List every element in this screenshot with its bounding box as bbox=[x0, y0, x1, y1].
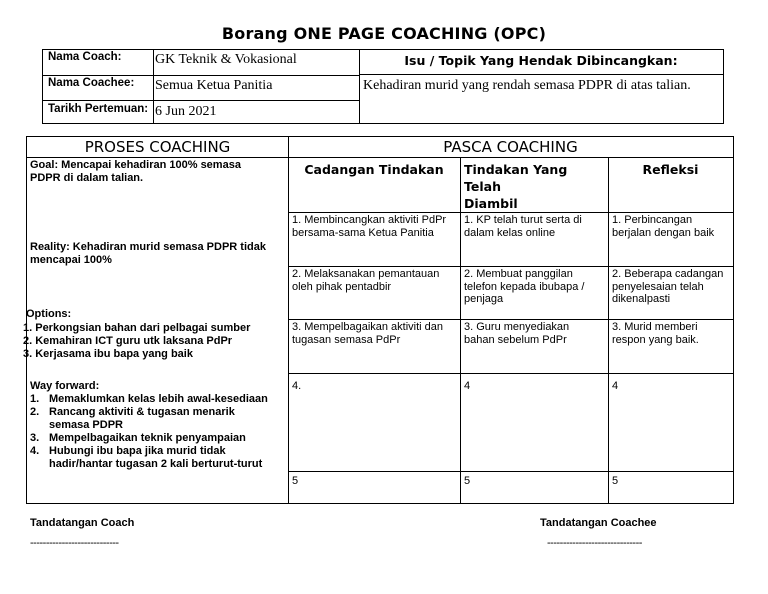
divider bbox=[288, 471, 733, 472]
list-item: 4. Hubungi ibu bapa jika murid tidak hadir/hantar tugasan 2 kali berturut-turut bbox=[30, 445, 263, 470]
coachee-signature-line: ------------------------------ bbox=[547, 537, 642, 549]
refleksi-cell-1: 1. Perbincangan berjalan dengan baik bbox=[612, 214, 715, 239]
divider bbox=[27, 157, 733, 158]
tindakan-cell-4: 4 bbox=[464, 380, 471, 392]
coaching-table bbox=[23, 136, 734, 504]
tindakan-cell-1: 1. KP telah turut serta di dalam kelas online bbox=[464, 214, 582, 239]
tindakan-cell-5: 5 bbox=[464, 475, 471, 487]
list-item: 1. Memaklumkan kelas lebih awal-kesediaan bbox=[30, 393, 268, 405]
reality-text: Reality: Kehadiran murid semasa PDPR tidak mencapai 100% bbox=[30, 241, 266, 266]
tindakan-cell-2: 2. Membuat panggilan telefon kepada ibubapa / penjaga bbox=[464, 268, 585, 305]
cadangan-cell-5: 5 bbox=[292, 475, 299, 487]
coach-value: GK Teknik & Vokasional bbox=[155, 52, 297, 67]
divider bbox=[460, 158, 461, 503]
divider bbox=[43, 75, 359, 76]
refleksi-cell-3: 3. Murid memberi respon yang baik. bbox=[612, 321, 699, 346]
col-cadangan-heading: Cadangan Tindakan bbox=[304, 162, 444, 177]
cadangan-cell-1: 1. Membincangkan aktiviti PdPr bersama-sama Ketua Panitia bbox=[292, 214, 447, 239]
pasca-heading: PASCA COACHING bbox=[443, 138, 578, 156]
header-info-table bbox=[42, 49, 724, 124]
col-refleksi-heading: Refleksi bbox=[642, 162, 699, 177]
tindakan-cell-3: 3. Guru menyediakan bahan sebelum PdPr bbox=[464, 321, 570, 346]
coach-signature-line: ---------------------------- bbox=[30, 537, 119, 549]
divider bbox=[153, 50, 154, 123]
divider bbox=[608, 158, 609, 503]
divider bbox=[288, 319, 733, 320]
wayforward-list bbox=[30, 393, 286, 471]
divider bbox=[288, 137, 289, 503]
refleksi-cell-5: 5 bbox=[612, 475, 619, 487]
divider bbox=[288, 212, 733, 213]
issue-value: Kehadiran murid yang rendah semasa PDPR di atas talian. bbox=[363, 78, 691, 93]
list-item: 3. Mempelbagaikan teknik penyampaian bbox=[30, 432, 246, 444]
list-item: 2. Rancang aktiviti & tugasan menarik semasa PDPR bbox=[30, 406, 235, 431]
form-title: Borang ONE PAGE COACHING (OPC) bbox=[221, 24, 547, 43]
coach-label: Nama Coach: bbox=[48, 51, 122, 63]
refleksi-cell-4: 4 bbox=[612, 380, 619, 392]
options-label: Options: bbox=[26, 308, 72, 320]
coachee-value: Semua Ketua Panitia bbox=[155, 78, 273, 93]
proses-heading: PROSES COACHING bbox=[84, 138, 231, 156]
cadangan-cell-4: 4. bbox=[292, 380, 302, 392]
divider bbox=[288, 373, 733, 374]
coach-signature-label: Tandatangan Coach bbox=[30, 517, 135, 529]
issue-label: Isu / Topik Yang Hendak Dibincangkan: bbox=[404, 53, 678, 68]
wayforward-label: Way forward: bbox=[30, 380, 100, 392]
col-tindakan-heading: Tindakan Yang Telah Diambil bbox=[464, 162, 568, 211]
coachee-label: Nama Coachee: bbox=[48, 77, 135, 89]
divider bbox=[288, 266, 733, 267]
date-value: 6 Jun 2021 bbox=[155, 104, 217, 119]
cadangan-cell-3: 3. Mempelbagaikan aktiviti dan tugasan semasa PdPr bbox=[292, 321, 444, 346]
cadangan-cell-2: 2. Melaksanakan pemantauan oleh pihak pentadbir bbox=[292, 268, 440, 293]
options-list: 1. Perkongsian bahan dari pelbagai sumber 2. Kemahiran ICT guru utk laksana PdPr 3. Kerjasama ibu bapa yang baik bbox=[23, 322, 251, 360]
divider bbox=[43, 100, 359, 101]
date-label: Tarikh Pertemuan: bbox=[48, 103, 149, 115]
goal-text: Goal: Mencapai kehadiran 100% semasa PDPR di dalam talian. bbox=[30, 159, 241, 184]
coachee-signature-label: Tandatangan Coachee bbox=[540, 517, 657, 529]
divider bbox=[359, 74, 723, 75]
refleksi-cell-2: 2. Beberapa cadangan penyelesaian telah dikenalpasti bbox=[612, 268, 724, 305]
